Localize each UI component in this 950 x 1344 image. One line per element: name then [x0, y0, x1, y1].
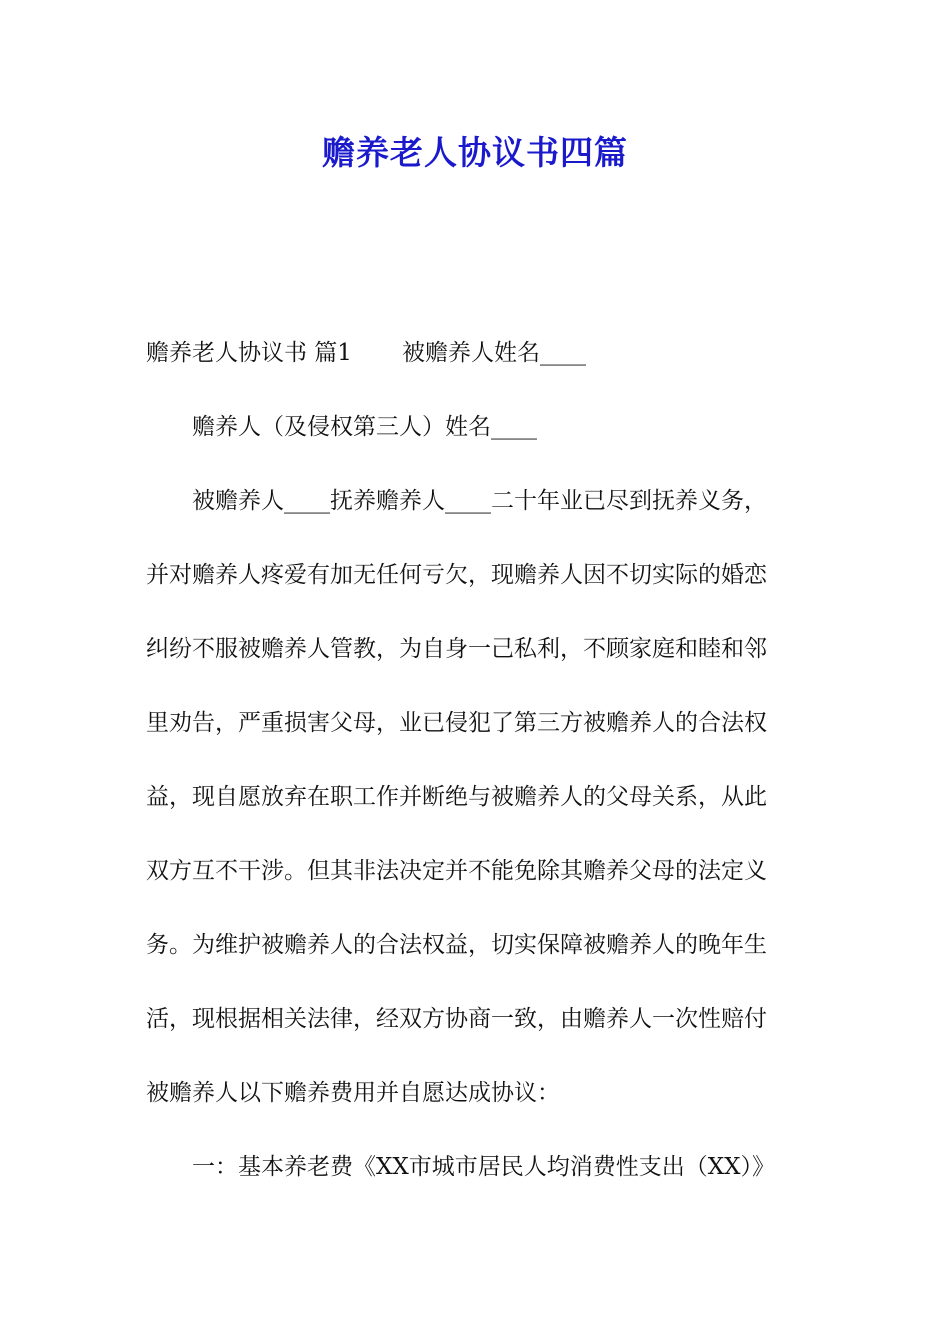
section-heading: 赡养老人协议书 篇1	[146, 340, 352, 366]
paragraph-line: 被赡养人以下赡养费用并自愿达成协议：	[146, 1080, 560, 1106]
paragraph-line: 并对赡养人疼爱有加无任何亏欠，现赡养人因不切实际的婚恋	[146, 562, 767, 588]
dependent-name-field: 被赡养人姓名____	[401, 340, 586, 366]
document-title: 赡养老人协议书四篇	[322, 133, 628, 172]
paragraph-line: 务。为维护被赡养人的合法权益，切实保障被赡养人的晚年生	[146, 932, 767, 958]
document-body	[146, 335, 808, 1185]
paragraph-line: 益，现自愿放弃在职工作并断绝与被赡养人的父母关系，从此	[146, 784, 767, 810]
paragraph-line: 被赡养人____抚养赡养人____二十年业已尽到抚养义务，	[192, 488, 767, 514]
paragraph-line: 双方互不干涉。但其非法决定并不能免除其赡养父母的法定义	[146, 858, 767, 884]
paragraph-line: 里劝告，严重损害父母，业已侵犯了第三方被赡养人的合法权	[146, 710, 767, 736]
heading-line	[146, 335, 808, 371]
item-one-line: 一：基本养老费《XX市城市居民人均消费性支出（XX）》	[192, 1154, 775, 1180]
supporter-name-line: 赡养人（及侵权第三人）姓名____	[192, 414, 537, 440]
paragraph-line: 活，现根据相关法律，经双方协商一致，由赡养人一次性赔付	[146, 1006, 767, 1032]
paragraph-line: 纠纷不服被赡养人管教，为自身一己私利，不顾家庭和睦和邻	[146, 636, 767, 662]
